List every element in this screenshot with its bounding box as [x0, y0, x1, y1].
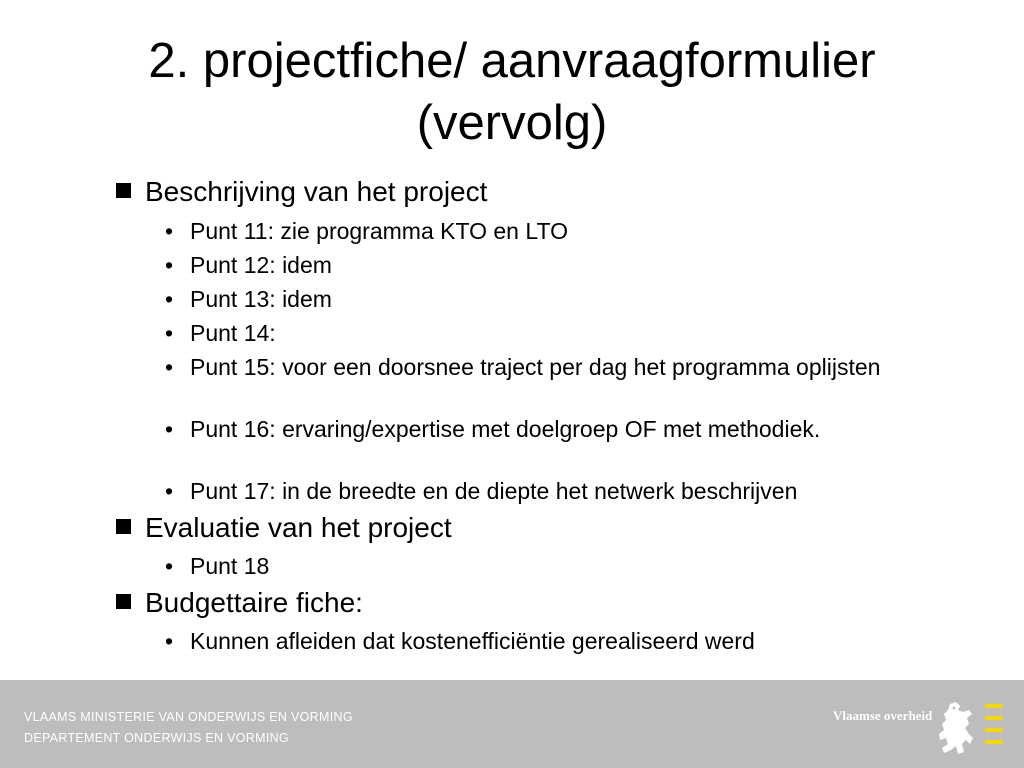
square-bullet-icon: [116, 594, 131, 609]
section-heading: Beschrijving van het project: [116, 176, 487, 208]
brand-name: Vlaamse overheid: [833, 708, 933, 723]
bullet-icon: •: [165, 252, 174, 278]
square-bullet-icon: [116, 183, 131, 198]
footer-department: DEPARTEMENT ONDERWIJS EN VORMING: [24, 731, 289, 745]
bullet-icon: •: [165, 416, 174, 442]
list-item: • Punt 15: voor een doorsnee traject per dag het programma oplijsten: [165, 354, 881, 380]
list-item: • Punt 16: ervaring/expertise met doelgroep OF met methodiek.: [165, 416, 821, 442]
bullet-icon: •: [165, 218, 174, 244]
section-heading: Budgettaire fiche:: [116, 587, 363, 619]
section-heading: Evaluatie van het project: [116, 512, 452, 544]
flemish-lion-icon: [936, 700, 976, 756]
bullet-icon: •: [165, 286, 174, 312]
list-item: • Punt 18: [165, 553, 270, 579]
list-item: • Punt 12: idem: [165, 252, 332, 278]
list-item: • Punt 11: zie programma KTO en LTO: [165, 218, 568, 244]
footer-bar: [0, 680, 1024, 768]
slide-title-line-1: 2. projectfiche/ aanvraagformulier: [148, 34, 876, 88]
bullet-icon: •: [165, 628, 174, 654]
bullet-icon: •: [165, 320, 174, 346]
flag-stripes-icon: [985, 704, 1003, 744]
list-item: • Punt 14:: [165, 320, 276, 346]
bullet-icon: •: [165, 553, 174, 579]
list-item: • Kunnen afleiden dat kostenefficiëntie gerealiseerd werd: [165, 628, 755, 654]
footer-ministry: VLAAMS MINISTERIE VAN ONDERWIJS EN VORMING: [24, 710, 353, 724]
square-bullet-icon: [116, 519, 131, 534]
bullet-icon: •: [165, 354, 174, 380]
list-item: • Punt 17: in de breedte en de diepte het netwerk beschrijven: [165, 478, 798, 504]
list-item: • Punt 13: idem: [165, 286, 332, 312]
slide-title-line-2: (vervolg): [416, 96, 608, 150]
bullet-icon: •: [165, 478, 174, 504]
